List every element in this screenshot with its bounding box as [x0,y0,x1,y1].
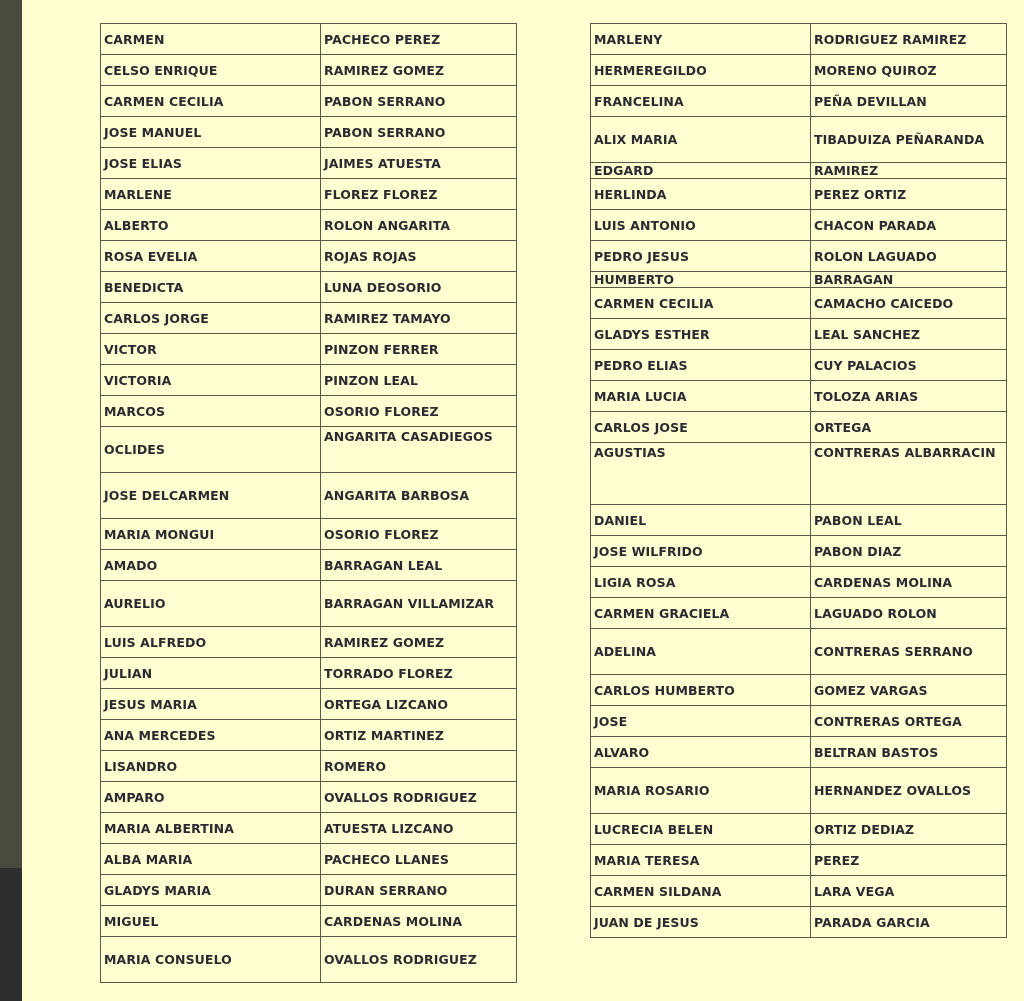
table-row [101,875,517,906]
table-row [591,117,1007,163]
last-name-cell: LARA VEGA [811,876,1007,907]
first-name-cell: JOSE DELCARMEN [101,473,321,519]
last-name-cell: TOLOZA ARIAS [811,381,1007,412]
first-name-cell: JOSE MANUEL [101,117,321,148]
last-name-cell: OVALLOS RODRIGUEZ [321,937,517,983]
table-row [101,179,517,210]
first-name-cell: MARIA LUCIA [591,381,811,412]
last-name-cell: RAMIREZ TAMAYO [321,303,517,334]
table-row [591,163,1007,179]
first-name-cell: MARIA MONGUI [101,519,321,550]
first-name-cell: LIGIA ROSA [591,567,811,598]
table-row [101,55,517,86]
first-name-cell: LISANDRO [101,751,321,782]
first-name-cell: DANIEL [591,505,811,536]
last-name-cell: MORENO QUIROZ [811,55,1007,86]
table-row [101,117,517,148]
first-name-cell: MARLENY [591,24,811,55]
last-name-cell: LAGUADO ROLON [811,598,1007,629]
last-name-cell: PACHECO PEREZ [321,24,517,55]
first-name-cell: HERMEREGILDO [591,55,811,86]
first-name-cell: HERLINDA [591,179,811,210]
table-row [591,706,1007,737]
first-name-cell: GLADYS ESTHER [591,319,811,350]
viewer-edge-lower [0,868,22,1001]
last-name-cell: GOMEZ VARGAS [811,675,1007,706]
last-name-cell: LUNA DEOSORIO [321,272,517,303]
table-row [591,814,1007,845]
first-name-cell: CELSO ENRIQUE [101,55,321,86]
first-name-cell: MARIA TERESA [591,845,811,876]
first-name-cell: ANA MERCEDES [101,720,321,751]
first-name-cell: JOSE [591,706,811,737]
last-name-cell: ANGARITA CASADIEGOS [321,427,517,473]
table-row [101,720,517,751]
last-name-cell: FLOREZ FLOREZ [321,179,517,210]
last-name-cell: RAMIREZ GOMEZ [321,55,517,86]
first-name-cell: ALBA MARIA [101,844,321,875]
table-row [101,751,517,782]
last-name-cell: PEREZ ORTIZ [811,179,1007,210]
first-name-cell: PEDRO JESUS [591,241,811,272]
last-name-cell: CARDENAS MOLINA [811,567,1007,598]
table-row [101,581,517,627]
table-row [591,272,1007,288]
last-name-cell: ORTEGA LIZCANO [321,689,517,720]
table-row [101,937,517,983]
last-name-cell: ORTEGA [811,412,1007,443]
last-name-cell: PARADA GARCIA [811,907,1007,938]
table-row [101,550,517,581]
last-name-cell: ANGARITA BARBOSA [321,473,517,519]
first-name-cell: CARLOS JORGE [101,303,321,334]
last-name-cell: PINZON LEAL [321,365,517,396]
first-name-cell: JESUS MARIA [101,689,321,720]
table-row [591,319,1007,350]
table-row [101,148,517,179]
table-row [591,536,1007,567]
last-name-cell: PABON LEAL [811,505,1007,536]
first-name-cell: HUMBERTO [591,272,811,288]
first-name-cell: MARIA ROSARIO [591,768,811,814]
first-name-cell: AGUSTIAS [591,443,811,505]
last-name-cell: CONTRERAS ORTEGA [811,706,1007,737]
table-row [101,519,517,550]
last-name-cell: RODRIGUEZ RAMIREZ [811,24,1007,55]
first-name-cell: MARIA ALBERTINA [101,813,321,844]
last-name-cell: ROMERO [321,751,517,782]
first-name-cell: MARIA CONSUELO [101,937,321,983]
table-row [591,737,1007,768]
first-name-cell: ADELINA [591,629,811,675]
table-row [101,210,517,241]
last-name-cell: ROLON ANGARITA [321,210,517,241]
first-name-cell: ROSA EVELIA [101,241,321,272]
first-name-cell: BENEDICTA [101,272,321,303]
last-name-cell: PEÑA DEVILLAN [811,86,1007,117]
table-row [101,303,517,334]
first-name-cell: GLADYS MARIA [101,875,321,906]
last-name-cell: CHACON PARADA [811,210,1007,241]
first-name-cell: JOSE ELIAS [101,148,321,179]
first-name-cell: OCLIDES [101,427,321,473]
table-row [591,505,1007,536]
table-row [101,689,517,720]
last-name-cell: RAMIREZ [811,163,1007,179]
last-name-cell: ORTIZ DEDIAZ [811,814,1007,845]
first-name-cell: PEDRO ELIAS [591,350,811,381]
table-row [101,906,517,937]
last-name-cell: ORTIZ MARTINEZ [321,720,517,751]
first-name-cell: CARMEN GRACIELA [591,598,811,629]
last-name-cell: ROJAS ROJAS [321,241,517,272]
table-row [591,443,1007,505]
last-name-cell: PINZON FERRER [321,334,517,365]
first-name-cell: ALBERTO [101,210,321,241]
table-row [591,350,1007,381]
table-row [591,86,1007,117]
names-table-left [100,23,517,983]
table-row [101,473,517,519]
last-name-cell: CAMACHO CAICEDO [811,288,1007,319]
table-row [591,210,1007,241]
last-name-cell: CONTRERAS SERRANO [811,629,1007,675]
last-name-cell: PABON SERRANO [321,86,517,117]
first-name-cell: JULIAN [101,658,321,689]
table-row [101,627,517,658]
first-name-cell: LUCRECIA BELEN [591,814,811,845]
table-row [591,288,1007,319]
last-name-cell: CONTRERAS ALBARRACIN [811,443,1007,505]
first-name-cell: AURELIO [101,581,321,627]
first-name-cell: CARLOS HUMBERTO [591,675,811,706]
first-name-cell: JOSE WILFRIDO [591,536,811,567]
table-row [101,844,517,875]
last-name-cell: TORRADO FLOREZ [321,658,517,689]
table-row [591,598,1007,629]
first-name-cell: MIGUEL [101,906,321,937]
first-name-cell: CARMEN CECILIA [101,86,321,117]
table-row [591,55,1007,86]
first-name-cell: VICTORIA [101,365,321,396]
table-row [591,768,1007,814]
last-name-cell: PEREZ [811,845,1007,876]
table-row [101,86,517,117]
table-row [101,427,517,473]
last-name-cell: ROLON LAGUADO [811,241,1007,272]
table-row [101,241,517,272]
last-name-cell: PABON DIAZ [811,536,1007,567]
table-row [101,272,517,303]
table-row [101,782,517,813]
viewer-edge [0,0,22,868]
table-row [591,629,1007,675]
first-name-cell: AMADO [101,550,321,581]
table-row [101,365,517,396]
table-row [101,334,517,365]
last-name-cell: BELTRAN BASTOS [811,737,1007,768]
last-name-cell: ATUESTA LIZCANO [321,813,517,844]
table-row [591,24,1007,55]
last-name-cell: OVALLOS RODRIGUEZ [321,782,517,813]
last-name-cell: JAIMES ATUESTA [321,148,517,179]
first-name-cell: LUIS ANTONIO [591,210,811,241]
first-name-cell: MARCOS [101,396,321,427]
first-name-cell: CARMEN CECILIA [591,288,811,319]
first-name-cell: FRANCELINA [591,86,811,117]
first-name-cell: EDGARD [591,163,811,179]
last-name-cell: CUY PALACIOS [811,350,1007,381]
table-row [591,675,1007,706]
table-row [101,813,517,844]
table-row [101,24,517,55]
table-row [591,179,1007,210]
first-name-cell: LUIS ALFREDO [101,627,321,658]
last-name-cell: DURAN SERRANO [321,875,517,906]
last-name-cell: RAMIREZ GOMEZ [321,627,517,658]
first-name-cell: CARMEN SILDANA [591,876,811,907]
last-name-cell: BARRAGAN LEAL [321,550,517,581]
first-name-cell: AMPARO [101,782,321,813]
names-table-right [590,23,1007,938]
last-name-cell: TIBADUIZA PEÑARANDA [811,117,1007,163]
first-name-cell: ALIX MARIA [591,117,811,163]
first-name-cell: CARMEN [101,24,321,55]
last-name-cell: PABON SERRANO [321,117,517,148]
table-row [591,567,1007,598]
table-row [101,396,517,427]
last-name-cell: CARDENAS MOLINA [321,906,517,937]
first-name-cell: JUAN DE JESUS [591,907,811,938]
table-row [591,907,1007,938]
last-name-cell: OSORIO FLOREZ [321,519,517,550]
last-name-cell: PACHECO LLANES [321,844,517,875]
table-row [591,845,1007,876]
last-name-cell: HERNANDEZ OVALLOS [811,768,1007,814]
table-row [591,412,1007,443]
table-row [591,381,1007,412]
first-name-cell: MARLENE [101,179,321,210]
first-name-cell: ALVARO [591,737,811,768]
table-row [591,876,1007,907]
last-name-cell: BARRAGAN [811,272,1007,288]
last-name-cell: BARRAGAN VILLAMIZAR [321,581,517,627]
first-name-cell: VICTOR [101,334,321,365]
first-name-cell: CARLOS JOSE [591,412,811,443]
last-name-cell: LEAL SANCHEZ [811,319,1007,350]
last-name-cell: OSORIO FLOREZ [321,396,517,427]
table-row [591,241,1007,272]
table-row [101,658,517,689]
